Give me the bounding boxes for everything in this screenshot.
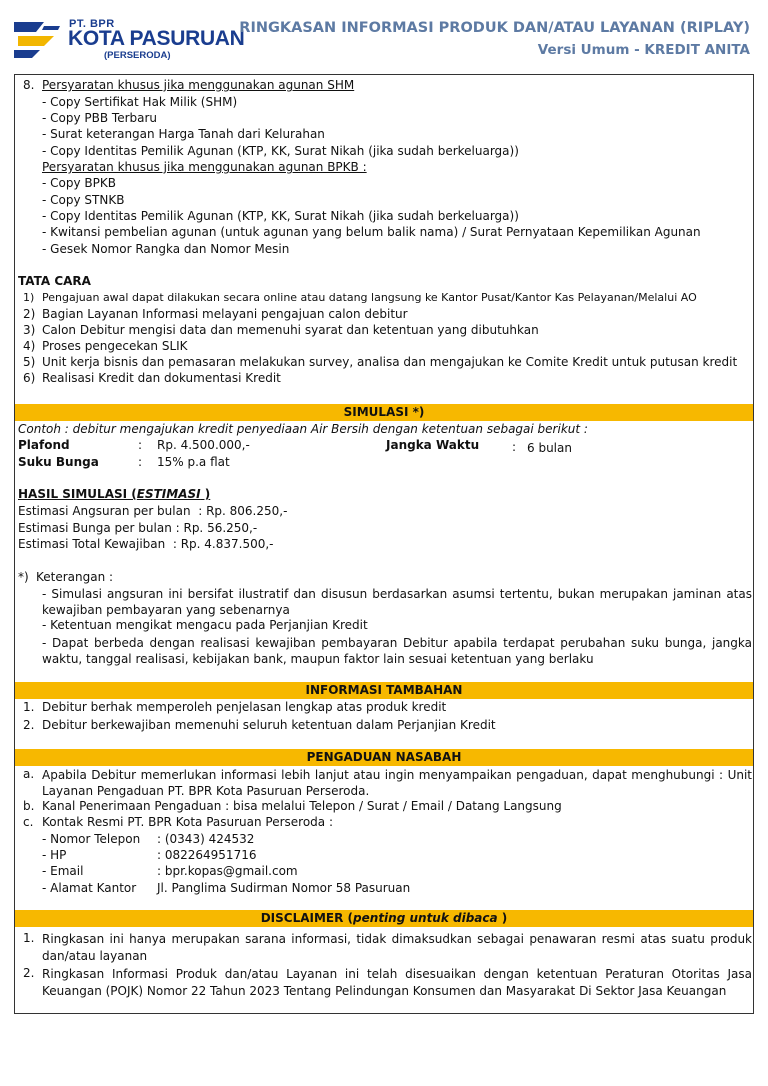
jangka-waktu-colon: : — [512, 440, 517, 454]
jangka-waktu-value: 6 bulan — [527, 441, 572, 455]
pengaduan-c-number: c. — [23, 815, 34, 829]
tata-cara-number: 1) — [23, 291, 35, 304]
keterangan-item: - Dapat berbeda dengan realisasi kewajiban pembayaran Debitur apabila terdapat perubahan suku bunga, jangka waktu, tanggal realisasi, kebijakan bank, maupun faktor lain sesuai ketentuan yang berlaku — [42, 636, 752, 666]
persyaratan-number: 8. — [23, 78, 35, 92]
bpkb-item: - Copy STNKB — [42, 193, 125, 207]
disclaimer-item: Ringkasan ini hanya merupakan sarana informasi, tidak dimaksudkan sebagai penawaran resmi atas suatu produk dan/atau layanan — [42, 932, 752, 963]
disclaimer-heading — [15, 910, 753, 927]
pengaduan-c-text: Kontak Resmi PT. BPR Kota Pasuruan Perseroda : — [42, 815, 334, 829]
plafond-colon: : — [138, 438, 143, 452]
tata-cara-item: Unit kerja bisnis dan pemasaran melakukan survey, analisa dan mengajukan ke Comite Kredit untuk putusan kredit — [42, 355, 738, 369]
pengaduan-b-text: Kanal Penerimaan Pengaduan : bisa melalui Telepon / Surat / Email / Datang Langsung — [42, 799, 562, 813]
informasi-tambahan-heading: INFORMASI TAMBAHAN — [15, 682, 753, 699]
contact-label: - Email — [42, 864, 84, 878]
contact-label: - Alamat Kantor — [42, 881, 137, 895]
contact-label: - HP — [42, 848, 67, 862]
informasi-number: 2. — [23, 718, 35, 732]
tata-cara-item: Bagian Layanan Informasi melayani pengajuan calon debitur — [42, 307, 408, 321]
shm-item: - Copy Identitas Pemilik Agunan (KTP, KK, Surat Nikah (jika sudah berkeluarga)) — [42, 144, 519, 158]
hasil-simulasi-heading — [18, 487, 210, 501]
simulasi-heading: SIMULASI *) — [15, 404, 753, 421]
bpkb-item: - Kwitansi pembelian agunan (untuk agunan yang belum balik nama) / Surat Pernyataan Kepemilikan Agunan — [42, 225, 701, 239]
informasi-item: Debitur berhak memperoleh penjelasan lengkap atas produk kredit — [42, 700, 447, 714]
document-frame — [14, 74, 754, 1014]
hasil-prefix: HASIL SIMULASI ( — [18, 487, 137, 501]
simulasi-example: Contoh : debitur mengajukan kredit penyediaan Air Bersih dengan ketentuan sebagai berikut : — [18, 422, 588, 436]
logo-main-text: KOTA PASURUAN — [68, 27, 245, 50]
suku-bunga-colon: : — [138, 455, 143, 469]
informasi-number: 1. — [23, 700, 35, 714]
keterangan-item: - Ketentuan mengikat mengacu pada Perjanjian Kredit — [42, 618, 368, 632]
contact-value: : 082264951716 — [157, 848, 257, 862]
disclaimer-number: 1. — [23, 931, 35, 945]
disclaimer-number: 2. — [23, 966, 35, 980]
estimasi-angsuran: Estimasi Angsuran per bulan : Rp. 806.250,- — [18, 504, 288, 518]
pengaduan-a-number: a. — [23, 767, 35, 781]
suku-bunga-label: Suku Bunga — [18, 455, 99, 469]
company-logo — [14, 18, 254, 64]
shm-item: - Copy PBB Terbaru — [42, 111, 158, 125]
tata-cara-heading: TATA CARA — [18, 274, 91, 288]
hasil-suffix: ) — [200, 487, 211, 501]
tata-cara-number: 4) — [23, 339, 36, 353]
bpkb-heading: Persyaratan khusus jika menggunakan agunan BPKB : — [42, 160, 367, 174]
contact-value: Jl. Panglima Sudirman Nomor 58 Pasuruan — [157, 881, 411, 895]
contact-email[interactable]: : bpr.kopas@gmail.com — [157, 864, 298, 878]
tata-cara-number: 3) — [23, 323, 36, 337]
disclaimer-heading-end: ) — [497, 911, 508, 925]
logo-small-text: PT. BPR — [69, 18, 115, 30]
plafond-label: Plafond — [18, 438, 70, 452]
plafond-value: Rp. 4.500.000,- — [157, 438, 250, 452]
tata-cara-item: Pengajuan awal dapat dilakukan secara online atau datang langsung ke Kantor Pusat/Kantor Kas Pelayanan/Melalui AO — [42, 291, 697, 304]
bpkb-item: - Gesek Nomor Rangka dan Nomor Mesin — [42, 242, 290, 256]
keterangan-mark: *) — [18, 570, 29, 584]
contact-value: : (0343) 424532 — [157, 832, 255, 846]
estimasi-total: Estimasi Total Kewajiban : Rp. 4.837.500,- — [18, 537, 274, 551]
pengaduan-heading: PENGADUAN NASABAH — [15, 749, 753, 766]
shm-item: - Surat keterangan Harga Tanah dari Kelurahan — [42, 127, 325, 141]
disclaimer-heading-bold: DISCLAIMER ( — [260, 911, 354, 925]
tata-cara-number: 6) — [23, 371, 36, 385]
shm-item: - Copy Sertifikat Hak Milik (SHM) — [42, 95, 238, 109]
tata-cara-item: Realisasi Kredit dan dokumentasi Kredit — [42, 371, 281, 385]
keterangan-label: Keterangan : — [36, 570, 114, 584]
bpkb-item: - Copy Identitas Pemilik Agunan (KTP, KK, Surat Nikah (jika sudah berkeluarga)) — [42, 209, 519, 223]
page-header — [0, 0, 768, 72]
informasi-item: Debitur berkewajiban memenuhi seluruh ketentuan dalam Perjanjian Kredit — [42, 718, 496, 732]
tata-cara-item: Calon Debitur mengisi data dan memenuhi syarat dan ketentuan yang dibutuhkan — [42, 323, 539, 337]
disclaimer-heading-italic: penting untuk dibaca — [353, 911, 498, 925]
pengaduan-a-text: Apabila Debitur memerlukan informasi lebih lanjut atau ingin menyampaikan pengaduan, dapat menghubungi : Unit Layanan Pengaduan PT. BPR Kota Pasuruan Perseroda. — [42, 768, 752, 798]
tata-cara-number: 5) — [23, 355, 36, 369]
keterangan-item: - Simulasi angsuran ini bersifat ilustratif dan disusun berdasarkan asumsi tertentu, bukan merupakan jaminan atas kewajiban pembayaran yang sebenarnya — [42, 587, 752, 617]
document-title: RINGKASAN INFORMASI PRODUK DAN/ATAU LAYANAN (RIPLAY) — [239, 20, 750, 36]
tata-cara-item: Proses pengecekan SLIK — [42, 339, 188, 353]
hasil-italic: ESTIMASI — [136, 487, 201, 501]
shm-heading: Persyaratan khusus jika menggunakan agunan SHM — [42, 78, 355, 92]
estimasi-bunga: Estimasi Bunga per bulan : Rp. 56.250,- — [18, 521, 258, 535]
document-subtitle: Versi Umum - KREDIT ANITA — [537, 42, 750, 58]
disclaimer-item: Ringkasan Informasi Produk dan/atau Layanan ini telah disesuaikan dengan ketentuan Peraturan Otoritas Jasa Keuangan (POJK) Nomor 22 Tahun 2023 Tentang Pelindungan Konsumen dan Masyarakat Di Sektor Jasa Keuangan — [42, 967, 752, 998]
contact-label: - Nomor Telepon — [42, 832, 141, 846]
pengaduan-b-number: b. — [23, 799, 35, 813]
logo-mark-icon — [14, 22, 62, 58]
logo-sub-text: (PERSERODA) — [104, 50, 171, 61]
jangka-waktu-label: Jangka Waktu — [386, 438, 480, 452]
tata-cara-number: 2) — [23, 307, 36, 321]
bpkb-item: - Copy BPKB — [42, 176, 116, 190]
suku-bunga-value: 15% p.a flat — [157, 455, 230, 469]
